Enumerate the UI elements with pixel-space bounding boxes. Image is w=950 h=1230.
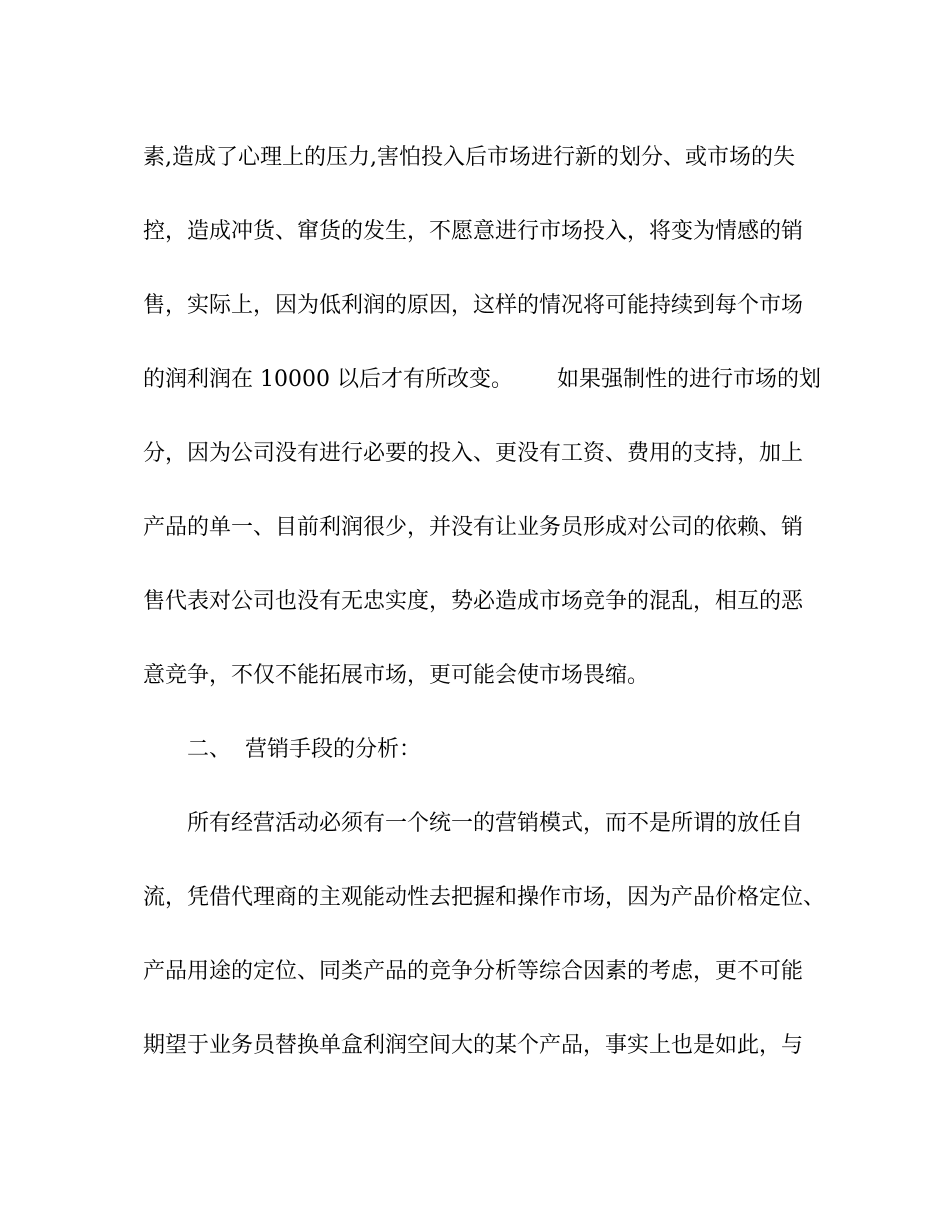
paragraph-line: 售代表对公司也没有无忠实度，势必造成市场竞争的混乱，相互的恶 [143,589,804,614]
section-heading-text: 营销手段的分析： [245,737,422,762]
paragraph-line: 控，造成冲货、窜货的发生，不愿意进行市场投入，将变为情感的销 [143,219,804,244]
paragraph-line: 素,造成了心理上的压力,害怕投入后市场进行新的划分、或市场的失 [143,145,795,170]
paragraph-line: 分，因为公司没有进行必要的投入、更没有工资、费用的支持，加上 [143,441,804,466]
paragraph-line [143,365,821,395]
section-heading-number: 二、 [187,737,232,762]
section-heading [187,735,421,765]
paragraph-line: 产品用途的定位、同类产品的竞争分析等综合因素的考虑，更不可能 [143,959,804,984]
paragraph-line: 售，实际上，因为低利润的原因，这样的情况将可能持续到每个市场 [143,293,804,318]
paragraph-line-part: 如果强制性的进行市场的划 [556,367,821,392]
paragraph-line: 期望于业务员替换单盒利润空间大的某个产品，事实上也是如此，与 [143,1033,804,1058]
paragraph-line: 所有经营活动必须有一个统一的营销模式，而不是所谓的放任自 [187,811,804,836]
paragraph-line: 流，凭借代理商的主观能动性去把握和操作市场，因为产品价格定位、 [143,885,826,910]
paragraph-line: 意竞争，不仅不能拓展市场，更可能会使市场畏缩。 [143,663,650,688]
paragraph-line: 产品的单一、目前利润很少，并没有让业务员形成对公司的依赖、销 [143,515,804,540]
paragraph-line-part: 的润利润在 10000 以后才有所改变。 [143,367,513,392]
